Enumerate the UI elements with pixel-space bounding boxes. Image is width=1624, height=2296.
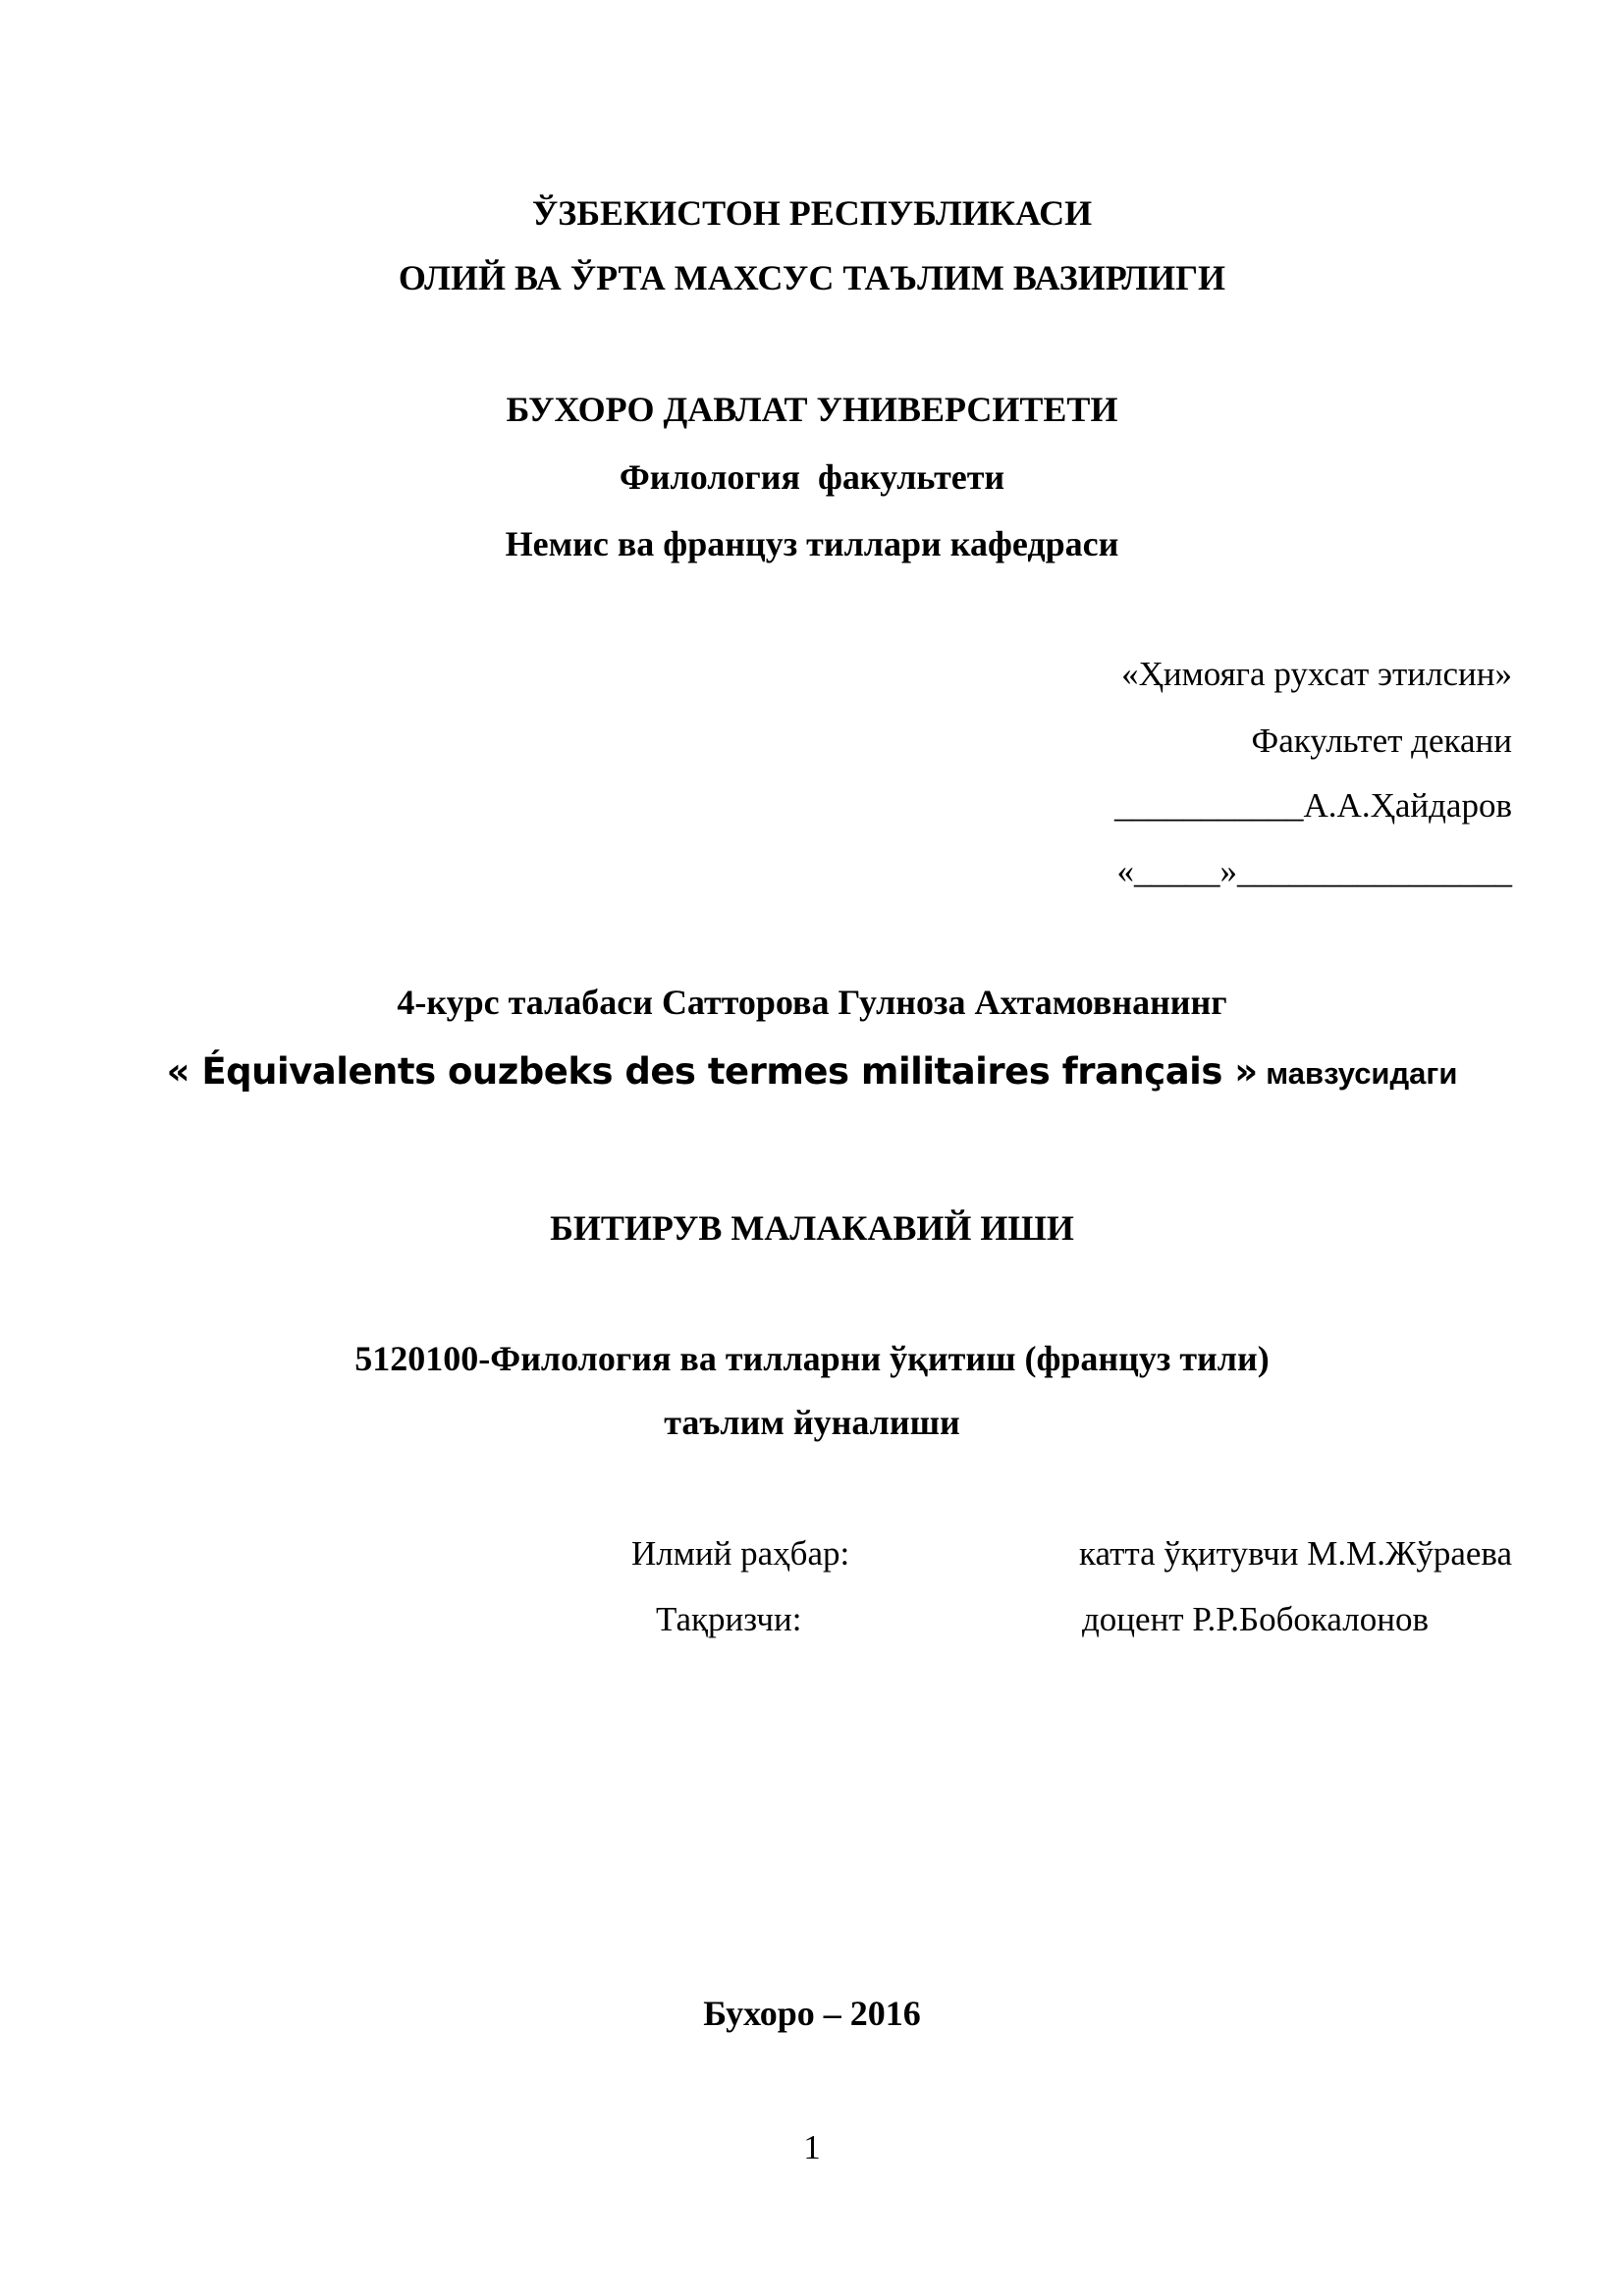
specialty-line-1: 5120100-Филология ва тилларни ўқитиш (француз тили) xyxy=(354,1339,1270,1378)
reviewer-label: Тақризчи: xyxy=(656,1600,802,1638)
approval-permission: «Ҳимояга рухсат этилсин» xyxy=(1121,655,1512,693)
university-name: БУХОРО ДАВЛАТ УНИВЕРСИТЕТИ xyxy=(506,390,1118,429)
student-line: 4-курс талабаси Сатторова Гулноза Ахтамовнанинг xyxy=(397,983,1227,1022)
thesis-topic: « Équivalents ouzbeks des termes militaires français » xyxy=(166,1050,1258,1093)
ministry-line-1: ЎЗБЕКИСТОН РЕСПУБЛИКАСИ xyxy=(531,193,1093,233)
page-number: 1 xyxy=(803,2128,821,2166)
specialty-line-2: таълим йуналиши xyxy=(664,1403,960,1442)
reviewer-name: доцент Р.Р.Бобокалонов xyxy=(1082,1600,1429,1638)
thesis-topic-suffix: мавзусидаги xyxy=(1257,1056,1458,1091)
thesis-topic-line xyxy=(0,1050,1624,1093)
city-year: Бухоро – 2016 xyxy=(703,1994,921,2033)
approval-dean-title: Факультет декани xyxy=(1251,721,1512,760)
supervisor-name: катта ўқитувчи М.М.Жўраева xyxy=(1078,1534,1512,1573)
supervisor-label: Илмий раҳбар: xyxy=(631,1534,850,1573)
approval-date: «_____»________________ xyxy=(1116,852,1512,890)
department-name: Немис ва француз тиллари кафедраси xyxy=(505,524,1119,563)
ministry-line-2: ОЛИЙ ВА ЎРТА МАХСУС ТАЪЛИМ ВАЗИРЛИГИ xyxy=(398,258,1226,297)
work-type-title: БИТИРУВ МАЛАКАВИЙ ИШИ xyxy=(550,1208,1074,1248)
faculty-name: Филология факультети xyxy=(619,457,1005,497)
approval-dean-signature: ___________А.А.Ҳайдаров xyxy=(1114,786,1512,825)
